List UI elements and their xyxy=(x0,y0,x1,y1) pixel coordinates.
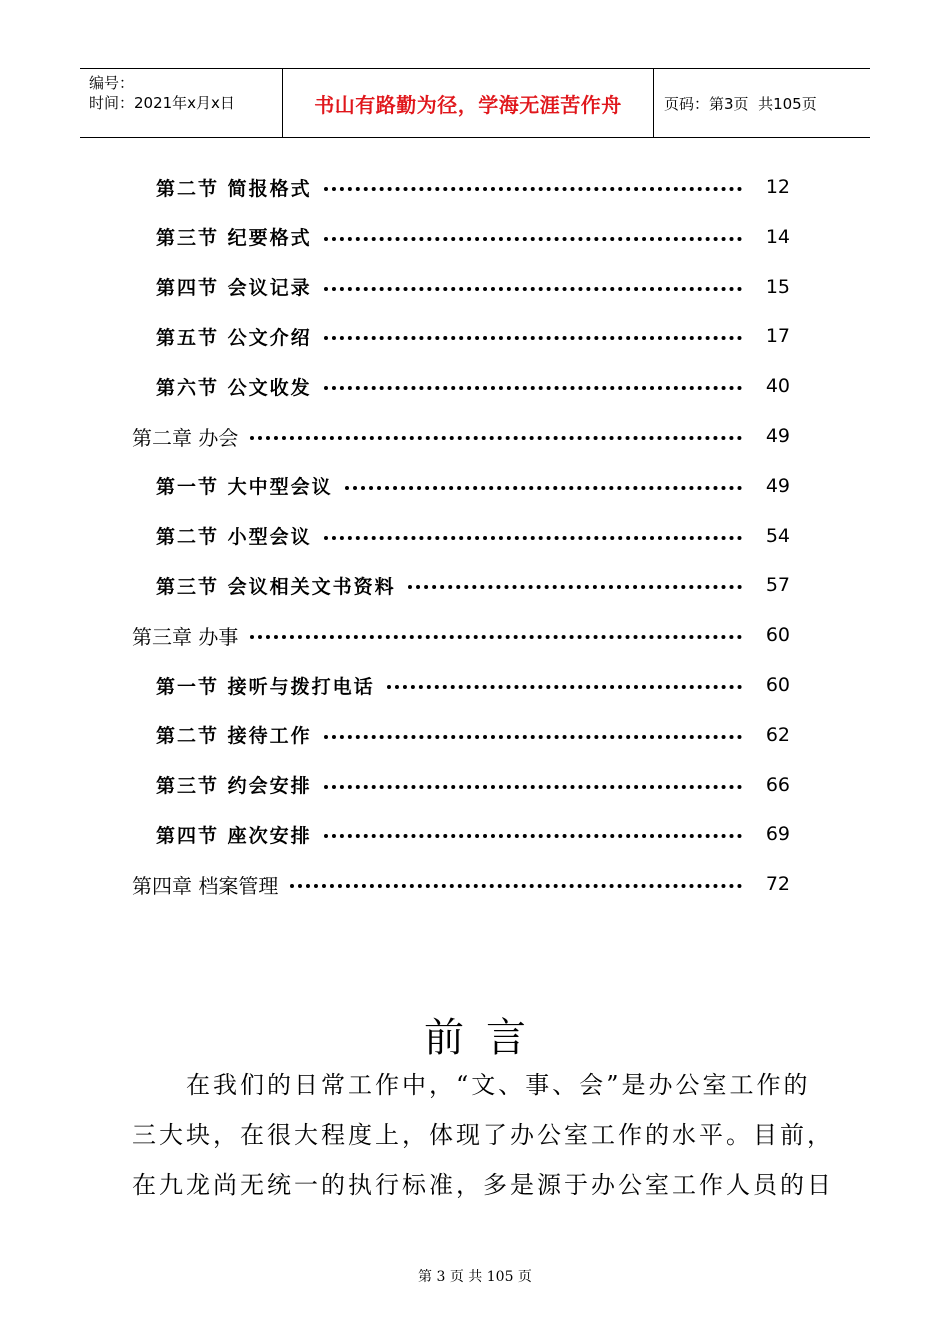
toc-chapter-entry[interactable] xyxy=(132,421,790,451)
header-meta xyxy=(80,69,282,137)
toc-entry-label: 第四节 座次安排 xyxy=(156,824,312,847)
header-time-label: 时间：2021年x月x日 xyxy=(89,94,235,112)
header-motto: 书山有路勤为径，学海无涯苦作舟 xyxy=(282,69,654,137)
toc-entry-label: 第三节 纪要格式 xyxy=(156,227,312,250)
toc-section-entry[interactable] xyxy=(156,819,790,849)
toc-dot-leader xyxy=(324,834,742,838)
toc-dot-leader xyxy=(408,585,742,589)
toc-entry-label: 第五节 公文介绍 xyxy=(156,326,312,349)
header-page-info-text: 页码：第3页 共105页 xyxy=(664,94,817,113)
toc-section-entry[interactable] xyxy=(156,670,790,700)
toc-section-entry[interactable] xyxy=(156,570,790,600)
toc-entry-page: 17 xyxy=(765,325,790,348)
toc-entry-label: 第一节 接听与拨打电话 xyxy=(156,675,375,698)
toc-entry-page: 69 xyxy=(765,823,790,846)
toc-entry-page: 14 xyxy=(765,225,790,248)
toc-entry-page: 49 xyxy=(765,425,790,447)
toc-dot-leader xyxy=(324,785,742,789)
toc-dot-leader xyxy=(250,635,742,639)
toc-entry-label: 第四节 会议记录 xyxy=(156,277,312,300)
header-number-label: 编号： xyxy=(89,74,135,92)
toc-dot-leader xyxy=(324,536,742,540)
toc-entry-page: 15 xyxy=(765,275,790,298)
toc-dot-leader xyxy=(250,436,742,440)
preface-body xyxy=(132,1060,834,1210)
toc-dot-leader xyxy=(290,884,742,888)
preface-line: 在九龙尚无统一的执行标准，多是源于办公室工作人员的日 xyxy=(132,1171,834,1199)
toc-section-entry[interactable] xyxy=(156,521,790,551)
toc-section-entry[interactable] xyxy=(156,321,790,351)
toc-dot-leader xyxy=(324,237,742,241)
page-header xyxy=(80,68,870,138)
toc-entry-label: 第二节 小型会议 xyxy=(156,526,312,549)
toc-entry-label: 第三章 办事 xyxy=(132,624,239,649)
toc-entry-page: 60 xyxy=(765,624,790,647)
toc-section-entry[interactable] xyxy=(156,720,790,750)
toc-section-entry[interactable] xyxy=(156,222,790,252)
toc-entry-label: 第四章 档案管理 xyxy=(132,873,279,898)
toc-section-entry[interactable] xyxy=(156,272,790,302)
toc-entry-page: 57 xyxy=(765,574,790,597)
toc-dot-leader xyxy=(324,735,742,739)
preface-title: 前言 xyxy=(424,1015,548,1061)
toc-entry-label: 第三节 会议相关文书资料 xyxy=(156,575,396,598)
toc-section-entry[interactable] xyxy=(156,770,790,800)
toc-section-entry[interactable] xyxy=(156,371,790,401)
toc-dot-leader xyxy=(324,386,742,390)
toc-entry-page: 49 xyxy=(765,474,790,497)
toc-entry-label: 第二章 办会 xyxy=(132,425,239,450)
toc-section-entry[interactable] xyxy=(156,471,790,501)
toc-entry-page: 66 xyxy=(765,773,790,796)
toc-entry-page: 60 xyxy=(765,674,790,696)
toc-entry-page: 40 xyxy=(765,375,790,398)
toc-entry-label: 第三节 约会安排 xyxy=(156,775,312,798)
toc-entry-label: 第一节 大中型会议 xyxy=(156,476,333,499)
toc-entry-page: 54 xyxy=(765,524,790,547)
toc-entry-page: 12 xyxy=(765,176,790,198)
toc-chapter-entry[interactable] xyxy=(132,869,790,899)
page-footer: 第 3 页 共 105 页 xyxy=(418,1269,532,1285)
toc-section-entry[interactable] xyxy=(156,172,790,202)
toc-dot-leader xyxy=(324,336,742,340)
toc-entry-page: 72 xyxy=(765,873,790,896)
toc-dot-leader xyxy=(324,287,742,291)
toc-entry-label: 第二节 接待工作 xyxy=(156,725,312,748)
toc-entry-label: 第二节 简报格式 xyxy=(156,177,312,200)
preface-line: 在我们的日常工作中，“文、事、会”是办公室工作的 xyxy=(132,1071,811,1099)
header-page-info xyxy=(654,69,870,137)
preface-line: 三大块，在很大程度上，体现了办公室工作的水平。目前， xyxy=(132,1121,834,1149)
toc-chapter-entry[interactable] xyxy=(132,620,790,650)
toc-dot-leader xyxy=(387,685,742,689)
toc-dot-leader xyxy=(345,486,742,490)
toc-dot-leader xyxy=(324,187,742,191)
toc-entry-page: 62 xyxy=(765,723,790,746)
toc-entry-label: 第六节 公文收发 xyxy=(156,376,312,399)
